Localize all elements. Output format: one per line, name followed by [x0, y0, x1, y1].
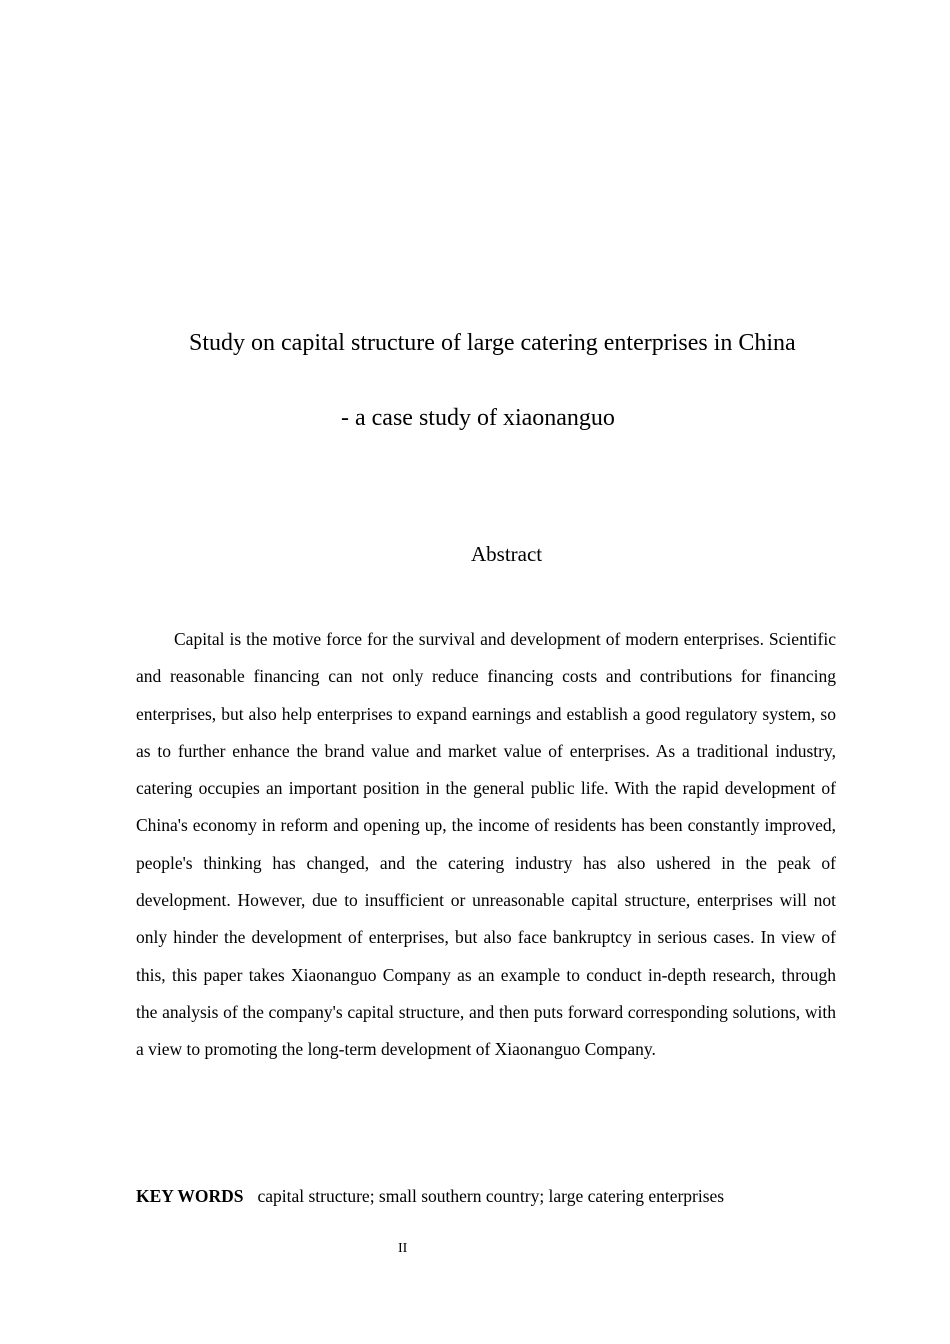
paper-title: Study on capital structure of large catering enterprises in China [189, 330, 796, 356]
keywords-text: capital structure; small southern country; large catering enterprises [257, 1186, 725, 1206]
keywords-line [136, 1182, 856, 1210]
keywords-label: KEY WORDS [136, 1186, 244, 1206]
paper-subtitle: - a case study of xiaonanguo [341, 405, 615, 431]
page-number: II [398, 1241, 408, 1256]
abstract-heading: Abstract [471, 542, 543, 566]
abstract-body: Capital is the motive force for the survival and development of modern enterprises. Scientific and reasonable financing can not only reduce financing costs and contributions for financing enterprises, but also help enterprises to expand earnings and establish a good regulatory system, so as to further enhance the brand value and market value of enterprises. As a traditional industry, catering occupies an important position in the general public life. With the rapid development of China's economy in reform and opening up, the income of residents has been constantly improved, people's thinking has changed, and the catering industry has also ushered in the peak of development. However, due to insufficient or unreasonable capital structure, enterprises will not only hinder the development of enterprises, but also face bankruptcy in serious cases. In view of this, this paper takes Xiaonanguo Company as an example to conduct in-depth research, through the analysis of the company's capital structure, and then puts forward corresponding solutions, with a view to promoting the long-term development of Xiaonanguo Company. [136, 629, 836, 1060]
